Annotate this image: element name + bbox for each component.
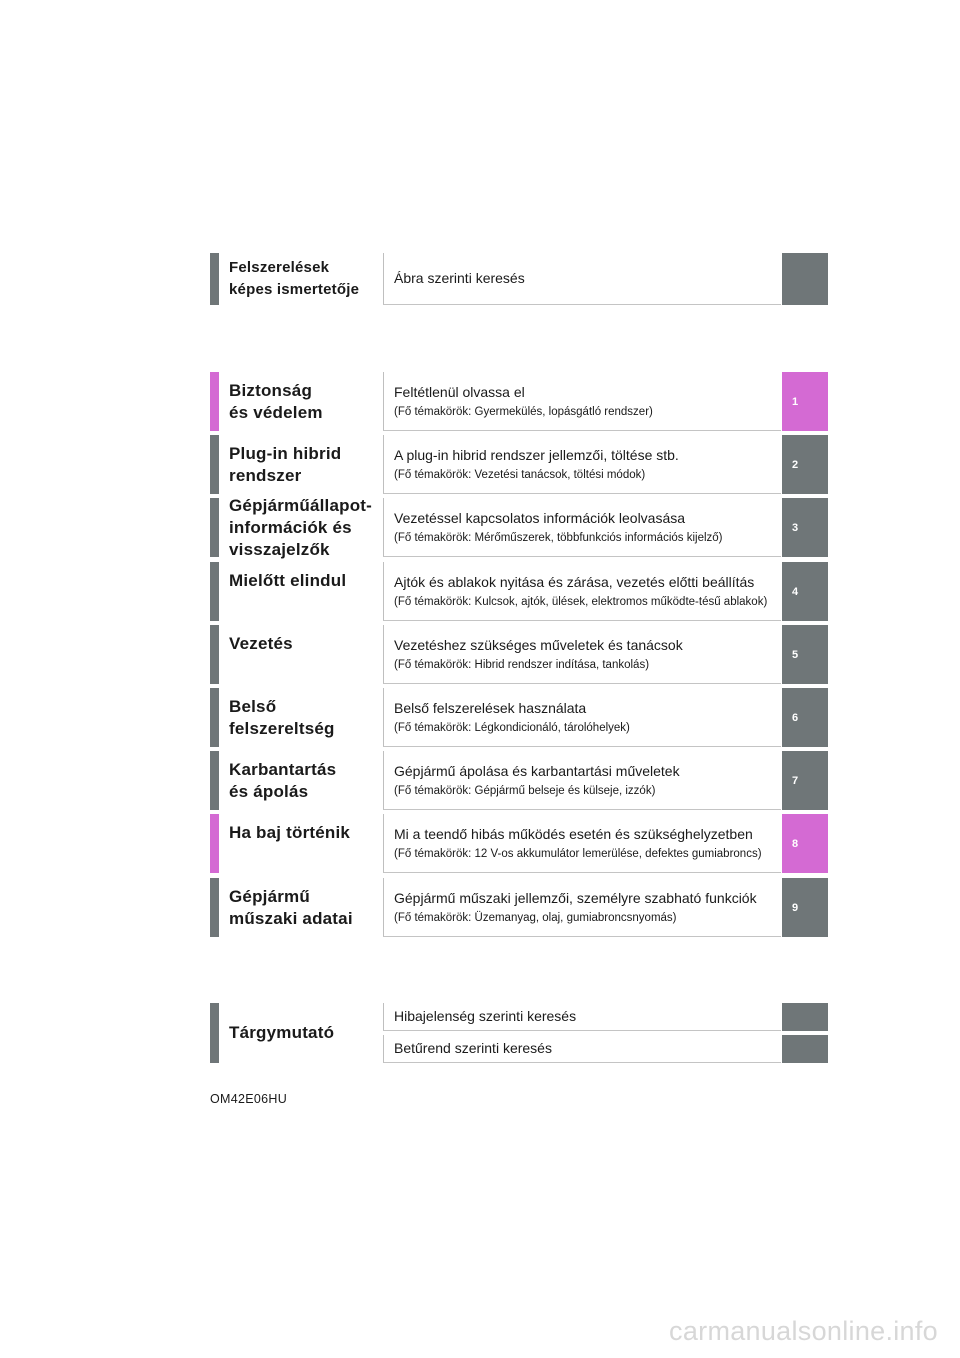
row-accent-bar xyxy=(210,498,219,557)
chapter-title-line: és védelem xyxy=(229,402,323,422)
chapter-topics: (Fő témakörök: Hibrid rendszer indítása, tankolás) xyxy=(394,658,650,671)
row-accent-bar xyxy=(210,814,219,873)
row-accent-bar xyxy=(210,435,219,494)
index-label: Tárgymutató xyxy=(229,1023,335,1042)
row-accent-bar xyxy=(210,751,219,810)
chapter-title-line: visszajelzők xyxy=(229,539,330,559)
chapter-tab-number[interactable]: 7 xyxy=(782,751,828,810)
chapter-title-line: információk és xyxy=(229,517,352,537)
row-accent-bar xyxy=(210,372,219,431)
chapter-description xyxy=(383,435,781,494)
chapter-tab-number[interactable]: 5 xyxy=(782,625,828,684)
chapter-title-line: Mielőtt elindul xyxy=(229,570,347,590)
row-accent-bar xyxy=(210,1003,219,1063)
chapter-topics: (Fő témakörök: Vezetési tanácsok, töltési módok) xyxy=(394,468,646,481)
chapter-title xyxy=(229,562,383,621)
chapter-summary: Gépjármű műszaki jellemzői, személyre szabható funkciók xyxy=(394,889,757,906)
chapter-topics: (Fő témakörök: 12 V-os akkumulátor lemerülése, defektes gumiabroncs) xyxy=(394,847,762,860)
row-accent-bar xyxy=(210,878,219,937)
row-accent-bar xyxy=(210,688,219,747)
chapter-title-line: Biztonság xyxy=(229,380,313,400)
pictorial-index-desc xyxy=(383,253,781,305)
chapter-row-9[interactable] xyxy=(210,878,828,937)
index-item-fault[interactable] xyxy=(383,1003,781,1031)
index-item-text: Betűrend szerinti keresés xyxy=(394,1040,552,1056)
index-item-text: Hibajelenség szerinti keresés xyxy=(394,1008,577,1024)
chapter-summary: Belső felszerelések használata xyxy=(394,699,587,716)
chapter-title-line: Ha baj történik xyxy=(229,822,351,842)
chapter-title-line: felszereltség xyxy=(229,718,335,738)
chapter-description xyxy=(383,814,781,873)
row-accent-bar xyxy=(210,562,219,621)
chapter-description xyxy=(383,688,781,747)
chapter-tab-number[interactable]: 6 xyxy=(782,688,828,747)
chapter-title xyxy=(229,751,383,810)
chapter-tab-number[interactable]: 3 xyxy=(782,498,828,557)
index-tab xyxy=(782,1035,828,1063)
chapter-title xyxy=(229,878,383,937)
pictorial-index-tab xyxy=(782,253,828,305)
chapter-title xyxy=(229,372,383,431)
chapter-row-5[interactable] xyxy=(210,625,828,684)
index-row[interactable] xyxy=(210,1003,828,1063)
chapter-row-1[interactable] xyxy=(210,372,828,431)
chapter-title xyxy=(229,495,383,559)
chapter-tab-number[interactable]: 4 xyxy=(782,562,828,621)
chapter-row-2[interactable] xyxy=(210,435,828,494)
chapter-description xyxy=(383,878,781,937)
chapter-tab-number[interactable]: 1 xyxy=(782,372,828,431)
chapter-title xyxy=(229,435,383,494)
chapter-row-3[interactable] xyxy=(210,495,828,559)
chapter-title-line: Gépjármű xyxy=(229,886,310,906)
chapter-title-line: Belső xyxy=(229,696,277,716)
chapter-tab-number[interactable]: 8 xyxy=(782,814,828,873)
chapter-topics: (Fő témakörök: Üzemanyag, olaj, gumiabroncsnyomás) xyxy=(394,911,677,924)
chapter-title-line: Vezetés xyxy=(229,633,293,653)
chapter-summary: Mi a teendő hibás működés esetén és szükséghelyzetben xyxy=(394,825,753,842)
label-line: Felszerelések xyxy=(229,259,330,276)
chapter-title xyxy=(229,625,383,684)
chapter-description xyxy=(383,372,781,431)
chapter-description xyxy=(383,498,781,557)
chapter-topics: (Fő témakörök: Kulcsok, ajtók, ülések, elektromos működte-tésű ablakok) xyxy=(394,595,768,608)
chapter-description xyxy=(383,562,781,621)
chapter-summary: Feltétlenül olvassa el xyxy=(394,383,525,400)
pictorial-index-row[interactable] xyxy=(210,253,828,305)
chapter-title-line: Gépjárműállapot- xyxy=(229,495,373,515)
chapter-summary: Ajtók és ablakok nyitása és zárása, vezetés előtti beállítás xyxy=(394,573,755,590)
chapter-title-line: rendszer xyxy=(229,465,302,485)
chapter-summary: Vezetéshez szükséges műveletek és tanácsok xyxy=(394,636,683,653)
chapter-summary: Vezetéssel kapcsolatos információk leolvasása xyxy=(394,509,686,526)
pictorial-index-label xyxy=(229,253,383,305)
chapter-summary: Gépjármű ápolása és karbantartási műveletek xyxy=(394,762,680,779)
chapter-row-8[interactable] xyxy=(210,814,828,873)
index-tab xyxy=(782,1003,828,1031)
chapter-title xyxy=(229,814,383,873)
chapter-topics: (Fő témakörök: Légkondicionáló, tárolóhelyek) xyxy=(394,721,630,734)
chapter-title-line: és ápolás xyxy=(229,781,309,801)
chapter-topics: (Fő témakörök: Gyermekülés, lopásgátló rendszer) xyxy=(394,405,653,418)
chapter-title xyxy=(229,688,383,747)
chapter-topics: (Fő témakörök: Mérőműszerek, többfunkciós információs kijelző) xyxy=(394,531,723,544)
chapter-tab-number[interactable]: 9 xyxy=(782,878,828,937)
manual-code: OM42E06HU xyxy=(210,1092,288,1106)
chapter-row-7[interactable] xyxy=(210,751,828,810)
row-accent-bar xyxy=(210,625,219,684)
chapter-title-line: Karbantartás xyxy=(229,759,337,779)
chapter-summary: A plug-in hibrid rendszer jellemzői, töltése stb. xyxy=(394,446,679,463)
chapter-row-6[interactable] xyxy=(210,688,828,747)
chapter-topics: (Fő témakörök: Gépjármű belseje és külseje, izzók) xyxy=(394,784,656,797)
chapter-description xyxy=(383,625,781,684)
label-line: képes ismertetője xyxy=(229,281,360,298)
chapter-description xyxy=(383,751,781,810)
index-item-alphabetical[interactable] xyxy=(383,1035,781,1063)
row-accent-bar xyxy=(210,253,219,305)
chapter-row-4[interactable] xyxy=(210,562,828,621)
desc-text: Ábra szerinti keresés xyxy=(394,270,525,286)
chapter-tab-number[interactable]: 2 xyxy=(782,435,828,494)
chapter-title-line: műszaki adatai xyxy=(229,908,353,928)
chapter-title-line: Plug-in hibrid xyxy=(229,443,342,463)
watermark: carmanualsonline.info xyxy=(669,1316,938,1346)
